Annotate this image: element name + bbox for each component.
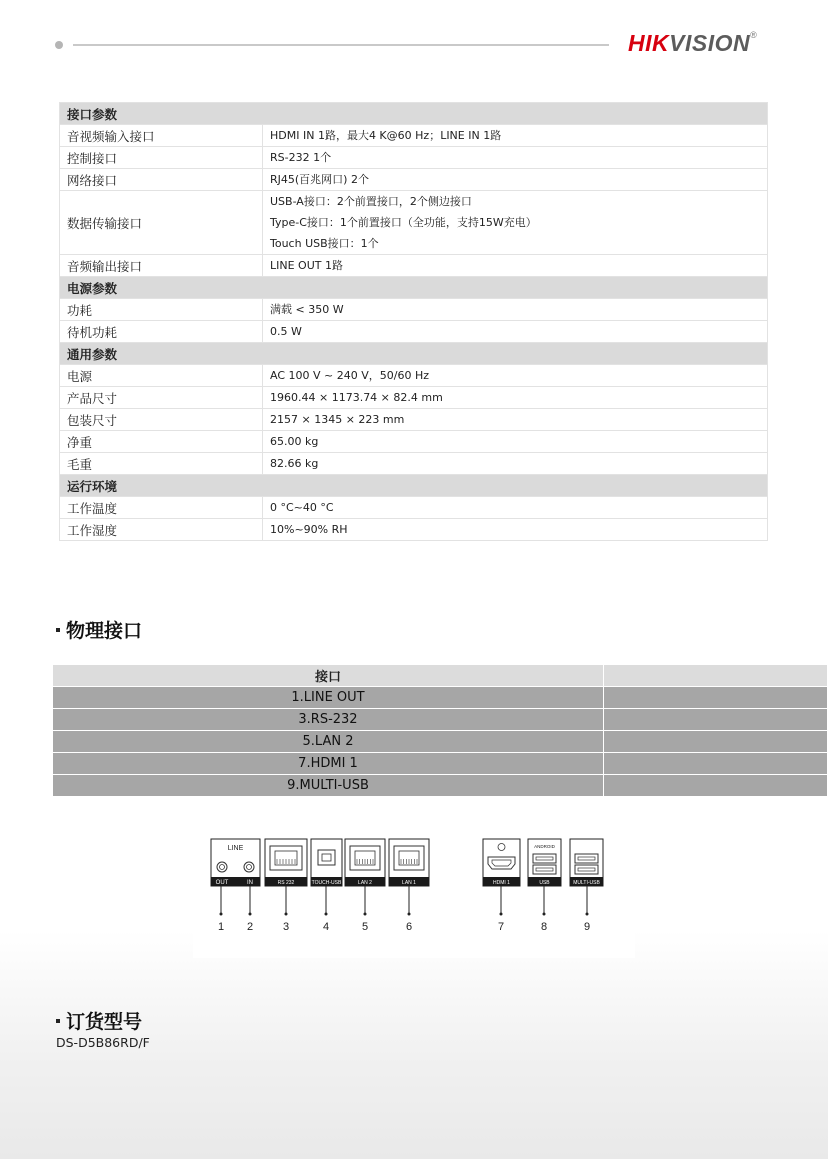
- spec-value-line: 1960.44 × 1173.74 × 82.4 mm: [270, 391, 443, 404]
- spec-value: [263, 125, 768, 147]
- spec-label: 包装尺寸: [60, 409, 263, 431]
- port-name-cell: 1.LINE OUT: [53, 687, 604, 709]
- spec-label: 待机功耗: [60, 321, 263, 343]
- spec-value: [263, 299, 768, 321]
- physical-ports-title: 物理接口: [66, 620, 143, 642]
- leader-dot: [285, 913, 288, 916]
- line-out-label: OUT: [215, 880, 229, 886]
- leader-dot: [220, 913, 223, 916]
- spec-row: [60, 519, 768, 541]
- port-row: [53, 731, 828, 753]
- port-number: 6: [405, 921, 413, 933]
- leader-dot: [586, 913, 589, 916]
- multi-usb-label: MULTI-USB: [573, 880, 600, 886]
- android-label: ANDROID: [534, 844, 555, 849]
- port-number: 7: [497, 921, 505, 933]
- spec-label: 网络接口: [60, 169, 263, 191]
- port-number: 9: [583, 921, 591, 933]
- port-empty-cell: [604, 753, 828, 775]
- spec-row: [60, 255, 768, 277]
- port-name-cell: 3.RS-232: [53, 709, 604, 731]
- order-title: 订货型号: [66, 1011, 143, 1033]
- spec-row: [60, 497, 768, 519]
- spec-label: 数据传输接口: [60, 191, 263, 255]
- logo-registered-mark: ®: [750, 30, 758, 40]
- spec-value-line: RJ45(百兆网口) 2个: [270, 173, 369, 186]
- spec-section-title: 通用参数: [60, 343, 768, 365]
- port-number: 5: [361, 921, 369, 933]
- port-name-cell: 9.MULTI-USB: [53, 775, 604, 797]
- spec-value-line: Type-C接口：1个前置接口（全功能，支持15W充电）: [270, 216, 537, 229]
- header-dot: [55, 41, 63, 49]
- line-in-label: IN: [247, 880, 253, 886]
- heading-bullet: [56, 628, 60, 632]
- spec-value: [263, 191, 768, 255]
- hikvision-logo: [628, 30, 757, 57]
- spec-value-line: LINE OUT 1路: [270, 259, 343, 272]
- spec-value-line: AC 100 V ~ 240 V，50/60 Hz: [270, 369, 429, 382]
- spec-label: 电源: [60, 365, 263, 387]
- port-number: 2: [246, 921, 254, 933]
- specifications-table: [59, 102, 768, 541]
- touch-usb-label: TOUCH-USB: [311, 880, 342, 886]
- spec-row: [60, 431, 768, 453]
- spec-value-line: RS-232 1个: [270, 151, 332, 164]
- spec-value: [263, 519, 768, 541]
- lan1-label: LAN 1: [402, 880, 416, 886]
- spec-row: [60, 387, 768, 409]
- port-number: 3: [282, 921, 290, 933]
- port-empty-cell: [604, 709, 828, 731]
- spec-label: 功耗: [60, 299, 263, 321]
- lan2-label: LAN 2: [358, 880, 372, 886]
- spec-section-title: 电源参数: [60, 277, 768, 299]
- spec-value-line: Touch USB接口：1个: [270, 237, 379, 250]
- spec-label: 毛重: [60, 453, 263, 475]
- spec-label: 音视频输入接口: [60, 125, 263, 147]
- spec-value: [263, 387, 768, 409]
- spec-row: [60, 125, 768, 147]
- spec-value: [263, 169, 768, 191]
- port-name-cell: 5.LAN 2: [53, 731, 604, 753]
- port-empty-cell: [604, 775, 828, 797]
- spec-label: 音频输出接口: [60, 255, 263, 277]
- port-row: [53, 775, 828, 797]
- spec-section-title: 接口参数: [60, 103, 768, 125]
- spec-row: [60, 191, 768, 255]
- rs232-label: RS 232: [277, 880, 295, 886]
- port-empty-cell: [604, 687, 828, 709]
- line-title: LINE: [227, 845, 244, 852]
- order-heading: [56, 1007, 142, 1034]
- leader-dot: [500, 913, 503, 916]
- heading-bullet: [56, 1019, 60, 1023]
- spec-section-header: [60, 475, 768, 497]
- spec-value-line: 0 °C~40 °C: [270, 501, 334, 514]
- leader-dot: [543, 913, 546, 916]
- usb-label: USB: [539, 880, 550, 886]
- spec-value-line: 2157 × 1345 × 223 mm: [270, 413, 405, 426]
- port-number: 1: [217, 921, 225, 933]
- spec-value: [263, 431, 768, 453]
- port-name-cell: 7.HDMI 1: [53, 753, 604, 775]
- spec-value-line: 82.66 kg: [270, 457, 319, 470]
- ports-table-header-row: [53, 665, 828, 687]
- hdmi1-label: HDMI 1: [493, 880, 510, 886]
- spec-value-line: 满载 < 350 W: [270, 303, 344, 316]
- spec-value: [263, 365, 768, 387]
- leader-dot: [408, 913, 411, 916]
- spec-value: [263, 409, 768, 431]
- spec-row: [60, 321, 768, 343]
- leader-dot: [249, 913, 252, 916]
- port-empty-cell: [604, 731, 828, 753]
- port-row: [53, 753, 828, 775]
- spec-section-header: [60, 103, 768, 125]
- spec-row: [60, 365, 768, 387]
- model-number: DS-D5B86RD/F: [56, 1035, 150, 1050]
- header-rule: [73, 44, 609, 46]
- rear-panel-port-diagram: [193, 824, 635, 958]
- spec-value: [263, 255, 768, 277]
- spec-label: 控制接口: [60, 147, 263, 169]
- port-number: 4: [322, 921, 330, 933]
- spec-row: [60, 453, 768, 475]
- spec-row: [60, 169, 768, 191]
- spec-label: 工作温度: [60, 497, 263, 519]
- spec-label: 产品尺寸: [60, 387, 263, 409]
- spec-value: [263, 321, 768, 343]
- spec-section-header: [60, 277, 768, 299]
- spec-value-line: 10%~90% RH: [270, 523, 348, 536]
- leader-dot: [364, 913, 367, 916]
- spec-row: [60, 409, 768, 431]
- spec-value-line: 65.00 kg: [270, 435, 319, 448]
- spec-value-line: USB-A接口：2个前置接口，2个侧边接口: [270, 195, 472, 208]
- spec-label: 工作湿度: [60, 519, 263, 541]
- spec-value: [263, 147, 768, 169]
- port-row: [53, 687, 828, 709]
- logo-hik: HIK: [628, 30, 670, 56]
- spec-row: [60, 147, 768, 169]
- spec-value-line: HDMI IN 1路，最大4 K@60 Hz；LINE IN 1路: [270, 129, 502, 142]
- spec-value: [263, 497, 768, 519]
- ports-header-cell: 接口: [53, 665, 604, 687]
- port-number: 8: [540, 921, 548, 933]
- spec-section-header: [60, 343, 768, 365]
- spec-value: [263, 453, 768, 475]
- logo-vision: VISION: [669, 30, 751, 56]
- ports-header-empty-cell: [604, 665, 828, 687]
- spec-row: [60, 299, 768, 321]
- spec-section-title: 运行环境: [60, 475, 768, 497]
- spec-value-line: 0.5 W: [270, 325, 302, 338]
- physical-ports-heading: [56, 616, 142, 643]
- leader-dot: [325, 913, 328, 916]
- port-row: [53, 709, 828, 731]
- physical-ports-table: [52, 664, 828, 797]
- spec-label: 净重: [60, 431, 263, 453]
